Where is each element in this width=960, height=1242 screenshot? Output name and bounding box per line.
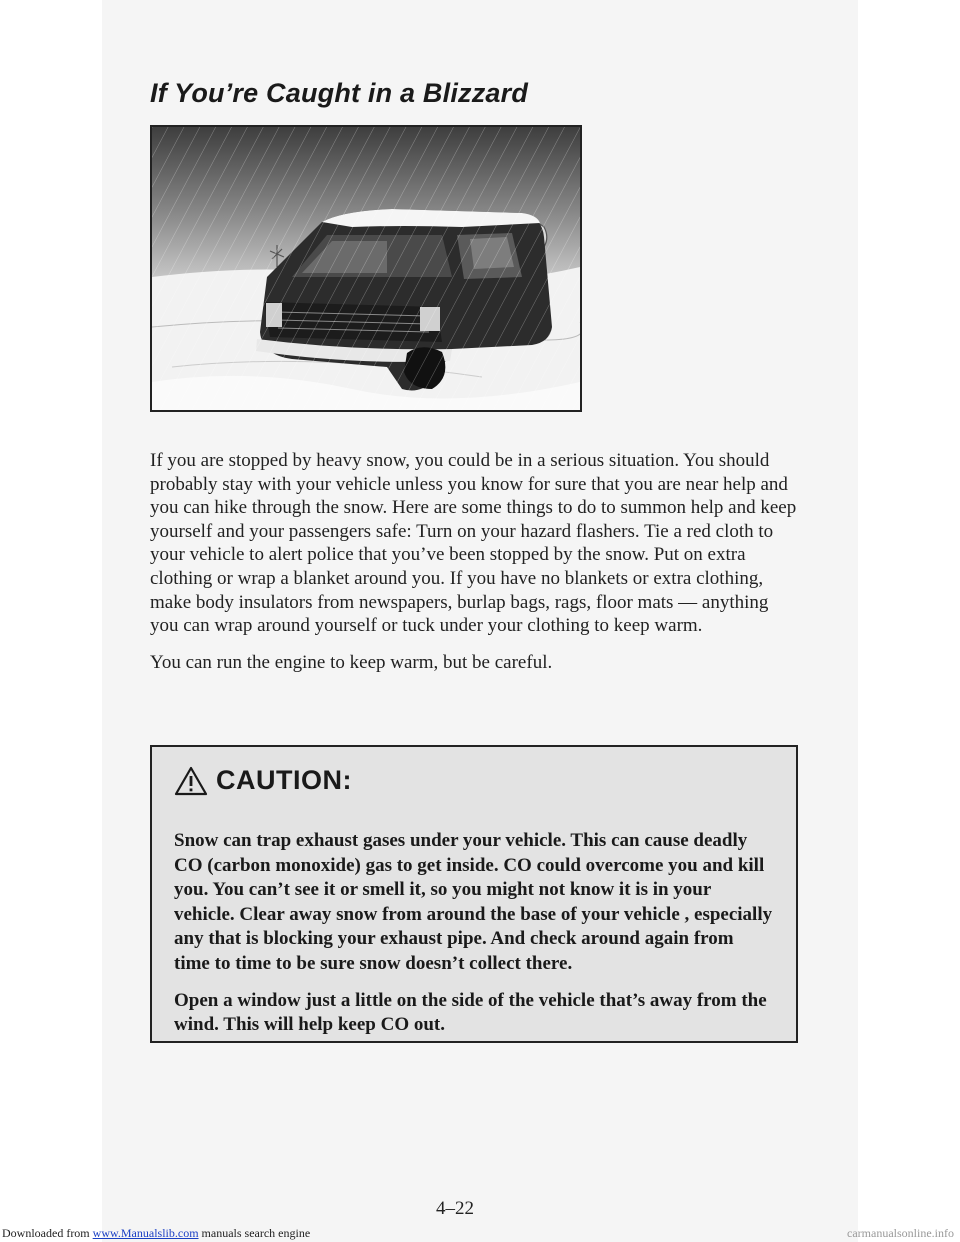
warning-triangle-icon (174, 766, 208, 796)
footer-source (2, 1226, 310, 1241)
caution-label: CAUTION: (216, 765, 352, 795)
caution-text (174, 829, 774, 1050)
blizzard-van-illustration (150, 125, 582, 412)
body-text (150, 449, 800, 687)
van-in-snow-drawing (152, 127, 580, 410)
caution-box (150, 745, 798, 1043)
body-paragraph: If you are stopped by heavy snow, you could be in a serious situation. You should probably stay with your vehicle unless you know for sure that you are near help and you can hike through the snow. Here are some things to do to summon help and keep yourself and your passengers safe: Turn on your hazard flashers. Tie a red cloth to your vehicle to alert police that you’ve been stopped by the snow. Put on extra clothing or wrap a blanket around you. If you have no blankets or extra clothing, make body insulators from newspapers, burlap bags, rags, floor mats — anything you can wrap around yourself or tuck under your clothing to keep warm. (150, 450, 797, 637)
manualslib-link[interactable]: www.Manualslib.com (92, 1226, 199, 1240)
footer-watermark: carmanualsonline.info (847, 1226, 954, 1240)
section-heading: If You’re Caught in a Blizzard (150, 78, 529, 108)
caution-header (174, 765, 352, 796)
body-paragraph: You can run the engine to keep warm, but be careful. (150, 651, 553, 673)
caution-paragraph: Open a window just a little on the side of the vehicle that’s away from the wind. This will help keep CO out. (174, 989, 767, 1036)
footer-suffix: manuals search engine (198, 1226, 311, 1240)
footer-prefix: Downloaded from (2, 1226, 93, 1240)
caution-paragraph: Snow can trap exhaust gases under your vehicle. This can cause deadly CO (carbon monoxide) gas to get inside. CO could overcome you and kill you. You can’t see it or smell it, so you might not know it is in your vehicle. Clear away snow from around the base of your vehicle , especially any that is blocking your exhaust pipe. And check around again from time to time to be sure snow doesn’t collect there. (174, 830, 773, 974)
page-number: 4–22 (436, 1198, 474, 1219)
download-footer (0, 1226, 960, 1242)
